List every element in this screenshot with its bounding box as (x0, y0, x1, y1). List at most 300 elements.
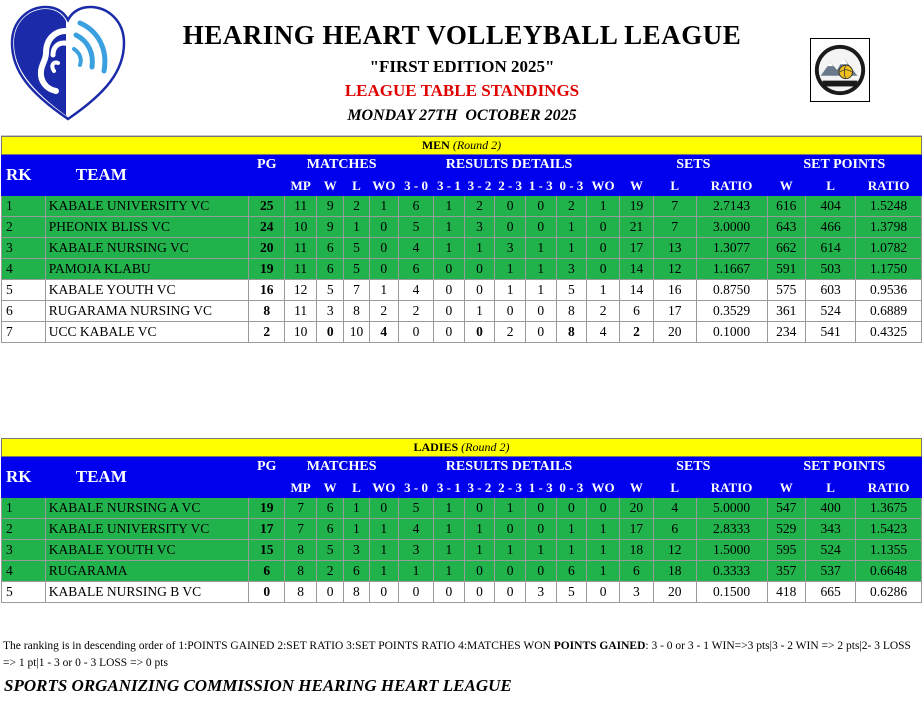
stat-cell: 6 (619, 301, 653, 322)
stat-cell: 1 (464, 519, 495, 540)
subheader-cell: 3 - 1 (434, 176, 465, 196)
stat-cell: 1 (464, 238, 495, 259)
subheader-cell: 3 - 0 (399, 478, 434, 498)
table-row (2, 498, 922, 519)
subheader-cell: W (317, 478, 344, 498)
stat-cell: 0.1000 (696, 322, 767, 343)
stat-cell: 16 (653, 280, 696, 301)
subheader-cell: 3 - 1 (434, 478, 465, 498)
stat-cell: 19 (619, 196, 653, 217)
ranking-footnote: The ranking is in descending order of 1:POINTS GAINED 2:SET RATIO 3:SET POINTS RATIO 4:MATCHES WON POINTS GAINED: 3 - 0 or 3 - 1 WIN=>3 pts|3 - 2 WIN => 2 pts|2- 3 LOSS => 1 pt|1 - 3 or 0 - 3 LOSS => 0 pts (3, 640, 911, 669)
men-header-row (2, 155, 922, 176)
stat-cell: 9 (317, 196, 344, 217)
stat-cell: 13 (653, 238, 696, 259)
subheader-cell: L (805, 478, 855, 498)
stat-cell: 9 (317, 217, 344, 238)
edition-label: "FIRST EDITION 2025" (369, 57, 555, 76)
page-header (0, 0, 924, 136)
subheader-cell: RATIO (696, 176, 767, 196)
stat-cell: 0 (495, 301, 526, 322)
stat-cell: 6 (399, 196, 434, 217)
stat-cell: 1 (369, 540, 399, 561)
team-name-cell: KABALE UNIVERSITY VC (45, 196, 248, 217)
subheader-cell: WO (369, 176, 399, 196)
team-header: TEAM (45, 457, 248, 498)
stat-cell: 0 (464, 582, 495, 603)
stat-cell: 1 (587, 280, 620, 301)
stat-cell: 12 (285, 280, 317, 301)
table-row (2, 301, 922, 322)
stat-cell: 357 (767, 561, 805, 582)
points-cell: 2 (249, 322, 285, 343)
rank-cell: 5 (2, 582, 46, 603)
stat-cell: 5 (399, 217, 434, 238)
rank-cell: 2 (2, 519, 46, 540)
rank-cell: 7 (2, 322, 46, 343)
stat-cell: 2 (344, 196, 369, 217)
table-row (2, 582, 922, 603)
stat-cell: 1.1667 (696, 259, 767, 280)
stat-cell: 5 (344, 259, 369, 280)
sets-header: SETS (619, 155, 767, 176)
stat-cell: 17 (619, 238, 653, 259)
stat-cell: 2.8333 (696, 519, 767, 540)
stat-cell: 0.6648 (856, 561, 922, 582)
stat-cell: 234 (767, 322, 805, 343)
subheader-cell: L (805, 176, 855, 196)
stat-cell: 6 (653, 519, 696, 540)
stat-cell: 20 (619, 498, 653, 519)
stat-cell: 1 (434, 540, 465, 561)
stat-cell: 0 (434, 322, 465, 343)
stat-cell: 418 (767, 582, 805, 603)
stat-cell: 8 (285, 540, 317, 561)
stat-cell: 11 (285, 196, 317, 217)
subheader-cell: 0 - 3 (556, 478, 587, 498)
stat-cell: 541 (805, 322, 855, 343)
stat-cell: 6 (344, 561, 369, 582)
stat-cell: 404 (805, 196, 855, 217)
stat-cell: 1.5000 (696, 540, 767, 561)
subheader-cell: 2 - 3 (495, 478, 526, 498)
stat-cell: 1 (556, 217, 587, 238)
stat-cell: 6 (317, 259, 344, 280)
stat-cell: 3 (556, 259, 587, 280)
points-cell: 19 (249, 498, 285, 519)
stat-cell: 20 (653, 582, 696, 603)
subheader-cell: L (653, 176, 696, 196)
stat-cell: 361 (767, 301, 805, 322)
stat-cell: 10 (285, 322, 317, 343)
rank-cell: 1 (2, 196, 46, 217)
stat-cell: 5 (317, 280, 344, 301)
standings-subtitle: LEAGUE TABLE STANDINGS (344, 81, 580, 100)
subheader-cell: L (344, 478, 369, 498)
stat-cell: 12 (653, 259, 696, 280)
stat-cell: 12 (653, 540, 696, 561)
stat-cell: 0 (495, 561, 526, 582)
stat-cell: 1 (556, 238, 587, 259)
stat-cell: 0.8750 (696, 280, 767, 301)
stat-cell: 0 (525, 217, 556, 238)
stat-cell: 1 (525, 280, 556, 301)
stat-cell: 1 (344, 498, 369, 519)
stat-cell: 0 (434, 280, 465, 301)
stat-cell: 3 (399, 540, 434, 561)
stat-cell: 1.1355 (856, 540, 922, 561)
subheader-cell: L (653, 478, 696, 498)
stat-cell: 4 (653, 498, 696, 519)
stat-cell: 2 (464, 196, 495, 217)
stat-cell: 1.5423 (856, 519, 922, 540)
subheader-cell: W (619, 176, 653, 196)
subheader-cell: RATIO (696, 478, 767, 498)
stat-cell: 4 (587, 322, 620, 343)
stat-cell: 2 (495, 322, 526, 343)
stat-cell: 0 (399, 322, 434, 343)
team-name-cell: PHEONIX BLISS VC (45, 217, 248, 238)
stat-cell: 616 (767, 196, 805, 217)
table-row (2, 238, 922, 259)
stat-cell: 3 (344, 540, 369, 561)
stat-cell: 1.3798 (856, 217, 922, 238)
table-row (2, 196, 922, 217)
stat-cell: 0 (399, 582, 434, 603)
stat-cell: 4 (399, 519, 434, 540)
sets-header: SETS (619, 457, 767, 478)
stat-cell: 6 (619, 561, 653, 582)
stat-cell: 0 (495, 217, 526, 238)
stat-cell: 17 (653, 301, 696, 322)
stat-cell: 7 (344, 280, 369, 301)
men-standings-table (1, 136, 922, 343)
stat-cell: 0 (369, 582, 399, 603)
stat-cell: 6 (317, 498, 344, 519)
stat-cell: 1.3675 (856, 498, 922, 519)
stat-cell: 0 (525, 196, 556, 217)
stat-cell: 20 (653, 322, 696, 343)
stat-cell: 0 (369, 259, 399, 280)
subheader-cell: RATIO (856, 478, 922, 498)
stat-cell: 11 (285, 301, 317, 322)
stat-cell: 1 (434, 196, 465, 217)
stat-cell: 5 (344, 238, 369, 259)
rank-cell: 4 (2, 561, 46, 582)
stat-cell: 1 (525, 259, 556, 280)
rank-cell: 3 (2, 238, 46, 259)
stat-cell: 2 (399, 301, 434, 322)
stat-cell: 0.9536 (856, 280, 922, 301)
results-header: RESULTS DETAILS (399, 155, 620, 176)
stat-cell: 0 (464, 322, 495, 343)
men-caption: MEN (Round 2) (2, 137, 922, 155)
subheader-cell: MP (285, 478, 317, 498)
stat-cell: 5.0000 (696, 498, 767, 519)
stat-cell: 400 (805, 498, 855, 519)
subheader-cell: 2 - 3 (495, 176, 526, 196)
stat-cell: 1.0782 (856, 238, 922, 259)
stat-cell: 8 (285, 561, 317, 582)
stat-cell: 1 (464, 540, 495, 561)
stat-cell: 0 (525, 322, 556, 343)
rank-cell: 1 (2, 498, 46, 519)
stat-cell: 0 (587, 238, 620, 259)
subheader-cell: 0 - 3 (556, 176, 587, 196)
stat-cell: 1 (587, 540, 620, 561)
stat-cell: 0 (317, 582, 344, 603)
stat-cell: 0 (464, 259, 495, 280)
stat-cell: 662 (767, 238, 805, 259)
stat-cell: 665 (805, 582, 855, 603)
stat-cell: 4 (399, 238, 434, 259)
stat-cell: 0 (434, 259, 465, 280)
stat-cell: 466 (805, 217, 855, 238)
subheader-cell: 3 - 2 (464, 478, 495, 498)
ladies-standings-table (1, 438, 922, 603)
stat-cell: 1 (525, 238, 556, 259)
stat-cell: 4 (399, 280, 434, 301)
stat-cell: 6 (556, 561, 587, 582)
stat-cell: 0 (556, 498, 587, 519)
subheader-cell: 1 - 3 (525, 176, 556, 196)
matches-header: MATCHES (285, 457, 399, 478)
stat-cell: 14 (619, 259, 653, 280)
subheader-cell: 3 - 2 (464, 176, 495, 196)
stat-cell: 524 (805, 540, 855, 561)
stat-cell: 3 (495, 238, 526, 259)
points-cell: 24 (249, 217, 285, 238)
stat-cell: 1 (464, 301, 495, 322)
subheader-cell: W (317, 176, 344, 196)
stat-cell: 1 (434, 561, 465, 582)
team-name-cell: KABALE YOUTH VC (45, 280, 248, 301)
matches-header: MATCHES (285, 155, 399, 176)
stat-cell: 10 (344, 322, 369, 343)
stat-cell: 1.1750 (856, 259, 922, 280)
ladies-rows (2, 498, 922, 603)
stat-cell: 1 (434, 217, 465, 238)
stat-cell: 6 (317, 238, 344, 259)
stat-cell: 8 (556, 322, 587, 343)
stat-cell: 1 (495, 280, 526, 301)
stat-cell: 0 (525, 498, 556, 519)
stat-cell: 1 (369, 280, 399, 301)
league-title: HEARING HEART VOLLEYBALL LEAGUE (182, 20, 742, 50)
men-caption-row (2, 137, 922, 155)
points-cell: 20 (249, 238, 285, 259)
stat-cell: 1 (369, 561, 399, 582)
team-header: TEAM (45, 155, 248, 196)
table-row (2, 540, 922, 561)
subheader-cell: WO (369, 478, 399, 498)
men-rows (2, 196, 922, 343)
table-row (2, 280, 922, 301)
subheader-cell: W (767, 478, 805, 498)
stat-cell: 0 (464, 280, 495, 301)
rank-cell: 6 (2, 301, 46, 322)
team-name-cell: KABALE YOUTH VC (45, 540, 248, 561)
stat-cell: 5 (317, 540, 344, 561)
ladies-caption-row (2, 439, 922, 457)
points-cell: 15 (249, 540, 285, 561)
points-cell: 17 (249, 519, 285, 540)
subheader-cell: W (619, 478, 653, 498)
stat-cell: 8 (556, 301, 587, 322)
stat-cell: 7 (653, 217, 696, 238)
stat-cell: 0 (317, 322, 344, 343)
table-row (2, 259, 922, 280)
stat-cell: 0 (495, 582, 526, 603)
stat-cell: 0.6889 (856, 301, 922, 322)
subheader-cell: W (767, 176, 805, 196)
stat-cell: 1 (434, 498, 465, 519)
commission-footer: SPORTS ORGANIZING COMMISSION HEARING HEART LEAGUE (4, 676, 512, 695)
stat-cell: 4 (369, 322, 399, 343)
subheader-cell: 3 - 0 (399, 176, 434, 196)
stat-cell: 1 (344, 217, 369, 238)
stat-cell: 2 (369, 301, 399, 322)
stat-cell: 18 (653, 561, 696, 582)
rank-cell: 3 (2, 540, 46, 561)
stat-cell: 1 (434, 238, 465, 259)
stat-cell: 0 (525, 301, 556, 322)
rank-cell: 4 (2, 259, 46, 280)
stat-cell: 529 (767, 519, 805, 540)
team-name-cell: UCC KABALE VC (45, 322, 248, 343)
stat-cell: 3 (619, 582, 653, 603)
points-cell: 16 (249, 280, 285, 301)
stat-cell: 0.3333 (696, 561, 767, 582)
stat-cell: 595 (767, 540, 805, 561)
stat-cell: 0 (495, 196, 526, 217)
team-name-cell: KABALE NURSING B VC (45, 582, 248, 603)
rk-header: RK (2, 155, 46, 196)
stat-cell: 1 (556, 519, 587, 540)
stat-cell: 0 (464, 498, 495, 519)
stat-cell: 5 (556, 582, 587, 603)
stat-cell: 0 (587, 498, 620, 519)
stat-cell: 8 (344, 301, 369, 322)
stat-cell: 1 (556, 540, 587, 561)
stat-cell: 1 (587, 561, 620, 582)
stat-cell: 1.5248 (856, 196, 922, 217)
stat-cell: 1 (344, 519, 369, 540)
team-name-cell: RUGARAMA NURSING VC (45, 301, 248, 322)
stat-cell: 0.6286 (856, 582, 922, 603)
stat-cell: 537 (805, 561, 855, 582)
team-name-cell: PAMOJA KLABU (45, 259, 248, 280)
team-name-cell: KABALE UNIVERSITY VC (45, 519, 248, 540)
stat-cell: 503 (805, 259, 855, 280)
stat-cell: 0 (369, 238, 399, 259)
stat-cell: 1 (525, 540, 556, 561)
ladies-header-row (2, 457, 922, 478)
stat-cell: 524 (805, 301, 855, 322)
stat-cell: 0 (525, 561, 556, 582)
stat-cell: 2 (556, 196, 587, 217)
results-header: RESULTS DETAILS (399, 457, 620, 478)
stat-cell: 1 (587, 519, 620, 540)
stat-cell: 0 (525, 519, 556, 540)
stat-cell: 3.0000 (696, 217, 767, 238)
stat-cell: 575 (767, 280, 805, 301)
points-cell: 19 (249, 259, 285, 280)
stat-cell: 5 (556, 280, 587, 301)
stat-cell: 2.7143 (696, 196, 767, 217)
stat-cell: 591 (767, 259, 805, 280)
stat-cell: 7 (653, 196, 696, 217)
stat-cell: 603 (805, 280, 855, 301)
stat-cell: 0 (434, 301, 465, 322)
stat-cell: 18 (619, 540, 653, 561)
stat-cell: 7 (285, 498, 317, 519)
subheader-cell: WO (587, 176, 620, 196)
stat-cell: 1 (587, 196, 620, 217)
stat-cell: 10 (285, 217, 317, 238)
stat-cell: 2 (619, 322, 653, 343)
stat-cell: 0 (434, 582, 465, 603)
table-row (2, 519, 922, 540)
subheader-cell: RATIO (856, 176, 922, 196)
team-name-cell: KABALE NURSING A VC (45, 498, 248, 519)
stat-cell: 2 (587, 301, 620, 322)
stat-cell: 3 (525, 582, 556, 603)
stat-cell: 0.4325 (856, 322, 922, 343)
stat-cell: 11 (285, 238, 317, 259)
stat-cell: 0 (495, 519, 526, 540)
stat-cell: 14 (619, 280, 653, 301)
stat-cell: 2 (317, 561, 344, 582)
set-points-header: SET POINTS (767, 457, 921, 478)
stat-cell: 7 (285, 519, 317, 540)
stat-cell: 0 (369, 217, 399, 238)
stat-cell: 1 (369, 519, 399, 540)
stat-cell: 11 (285, 259, 317, 280)
stat-cell: 0 (587, 217, 620, 238)
stat-cell: 0 (369, 498, 399, 519)
team-name-cell: RUGARAMA (45, 561, 248, 582)
rk-header: RK (2, 457, 46, 498)
stat-cell: 3 (317, 301, 344, 322)
table-row (2, 322, 922, 343)
rank-cell: 5 (2, 280, 46, 301)
stat-cell: 0 (587, 582, 620, 603)
stat-cell: 0 (587, 259, 620, 280)
ladies-caption: LADIES (Round 2) (2, 439, 922, 457)
points-cell: 0 (249, 582, 285, 603)
pg-header: PG (249, 155, 285, 196)
stat-cell: 17 (619, 519, 653, 540)
stat-cell: 1 (434, 519, 465, 540)
table-row (2, 561, 922, 582)
subheader-cell: MP (285, 176, 317, 196)
points-cell: 8 (249, 301, 285, 322)
stat-cell: 5 (399, 498, 434, 519)
points-cell: 25 (249, 196, 285, 217)
stat-cell: 6 (399, 259, 434, 280)
stat-cell: 0.1500 (696, 582, 767, 603)
stat-cell: 614 (805, 238, 855, 259)
stat-cell: 6 (317, 519, 344, 540)
stat-cell: 1 (399, 561, 434, 582)
stat-cell: 8 (344, 582, 369, 603)
points-cell: 6 (249, 561, 285, 582)
stat-cell: 1 (495, 540, 526, 561)
subheader-cell: 1 - 3 (525, 478, 556, 498)
stat-cell: 8 (285, 582, 317, 603)
stat-cell: 1 (495, 498, 526, 519)
stat-cell: 0 (464, 561, 495, 582)
